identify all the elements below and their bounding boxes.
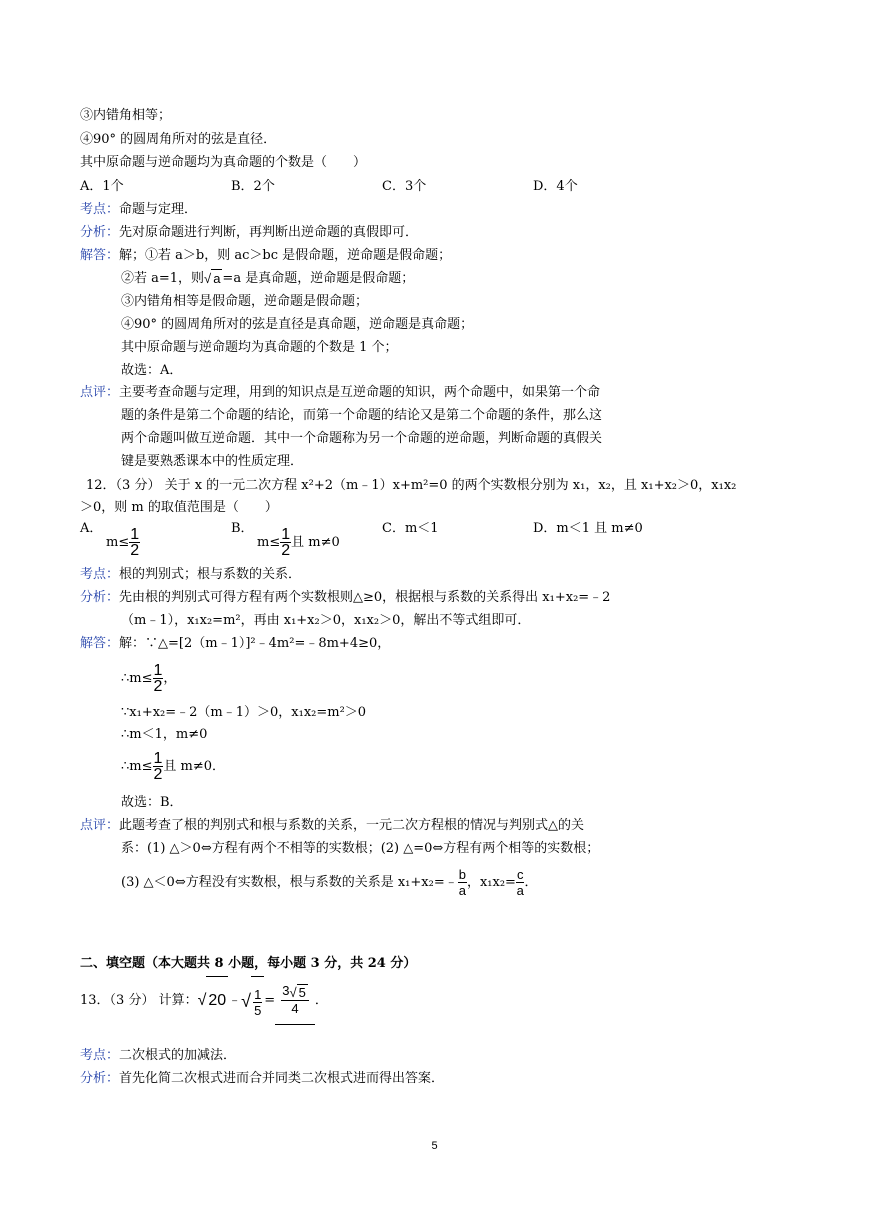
q11-option-d: D．4个 xyxy=(533,179,578,194)
jieda2-pre: ∴m≤ xyxy=(121,671,153,686)
dianping-label: 点评： xyxy=(80,818,120,833)
q12-jieda-5 xyxy=(121,746,225,788)
frac-num: 1 xyxy=(153,662,163,679)
opt-b-pre: m≤ xyxy=(257,535,281,550)
frac-den: 4 xyxy=(291,1000,299,1016)
q12-fenxi-2: （m﹣1），x₁x₂=m²，再由 x₁+x₂＞0，x₁x₂＞0，解出不等式组即可． xyxy=(121,613,531,628)
frac-den: 2 xyxy=(281,542,291,559)
dianping-label: 点评： xyxy=(80,385,120,400)
frac-den: a xyxy=(516,883,524,898)
q13-equals: = xyxy=(264,993,276,1008)
q12-jieda-2 xyxy=(121,658,176,700)
q13-answer-blank xyxy=(275,976,315,1025)
frac-num: 1 xyxy=(281,526,291,543)
q11-jieda-2 xyxy=(121,269,414,288)
page-number: 5 xyxy=(431,1140,438,1152)
kaodian-label: 考点： xyxy=(80,1048,120,1063)
fenxi-label: 分析： xyxy=(80,590,120,605)
q11-jieda-1 xyxy=(80,247,451,265)
jieda2-post: ， xyxy=(163,671,177,686)
jieda2-pre: ②若 a=1，则 xyxy=(121,271,205,286)
fraction-one-half xyxy=(280,527,291,558)
q12-option-d: D．m＜1 且 m≠0 xyxy=(533,521,643,536)
frac-num: 1 xyxy=(130,526,140,543)
sqrt-5: √ 5 xyxy=(289,984,306,1000)
q13-minus: ﹣ xyxy=(228,993,242,1008)
q11-jieda-3: ③内错角相等是假命题，逆命题是假命题； xyxy=(121,294,369,309)
q11-statement-3: ③内错角相等； xyxy=(80,108,172,123)
q12-option-b-letter: B． xyxy=(231,521,254,536)
frac-den: 5 xyxy=(254,1002,262,1018)
fraction-one-half xyxy=(129,527,140,558)
q12-kaodian xyxy=(80,566,301,584)
fenxi-label: 分析： xyxy=(80,225,120,240)
frac-den: 2 xyxy=(153,766,163,783)
sqrt-20: √ 20 xyxy=(198,976,229,1025)
frac-num: 1 xyxy=(254,986,262,1002)
fraction-b-over-a xyxy=(458,867,467,898)
q11-dianping-2: 题的条件是第二个命题的结论，而第一个命题的结论又是第二个命题的条件，那么这 xyxy=(121,408,603,423)
dianping3-pre: (3) △＜0⇔方程没有实数根，根与系数的关系是 x₁+x₂=﹣ xyxy=(121,875,458,890)
q11-dianping-4: 键是要熟悉课本中的性质定理． xyxy=(121,454,304,469)
dianping1-text: 此题考查了根的判别式和根与系数的关系，一元二次方程根的情况与判别式△的关 xyxy=(119,818,585,833)
sqrt-one-fifth: √ $\frac{1}{5}$ xyxy=(241,976,264,1025)
fenxi-text: 先对原命题进行判断，再判断出逆命题的真假即可． xyxy=(119,225,419,240)
q11-dianping-3: 两个命题叫做互逆命题．其中一个命题称为另一个命题的逆命题，判断命题的真假关 xyxy=(121,431,603,446)
q12-dianping-3 xyxy=(121,862,537,904)
sqrt-a: √ a xyxy=(204,271,221,286)
q12-jieda-4: ∴m＜1，m≠0 xyxy=(121,727,208,742)
q13-stem xyxy=(80,976,328,1025)
fraction-one-fifth xyxy=(253,987,262,1018)
q12-option-a xyxy=(106,522,140,564)
frac-den: 2 xyxy=(153,678,163,695)
jieda5-pre: ∴m≤ xyxy=(121,759,153,774)
frac-num: c xyxy=(516,867,524,882)
jieda-label: 解答： xyxy=(80,636,120,651)
frac-num xyxy=(281,983,309,1001)
q11-fenxi xyxy=(80,224,418,242)
jieda-label: 解答： xyxy=(80,248,120,263)
dianping1-text: 主要考查命题与定理，用到的知识点是互逆命题的知识，两个命题中，如果第一个命 xyxy=(119,385,601,400)
q11-option-a: A．1个 xyxy=(80,179,124,194)
sqrt-20-radicand: 20 xyxy=(206,976,228,1025)
q11-statement-4: ④90° 的圆周角所对的弦是直径． xyxy=(80,132,277,147)
dianping3-mid: ，x₁x₂= xyxy=(466,875,516,890)
section-heading: 二、填空题（本大题共 8 小题，每小题 3 分，共 24 分） xyxy=(80,956,417,971)
q12-option-c: C．m＜1 xyxy=(382,521,439,536)
q12-jieda-1 xyxy=(80,635,390,653)
q11-jieda-6: 故选：A． xyxy=(121,363,183,378)
fraction-answer xyxy=(281,983,309,1016)
sqrt-radicand xyxy=(251,976,264,1025)
q11-kaodian xyxy=(80,201,197,219)
fenxi1-text: 先由根的判别式可得方程有两个实数根则△≥0，根据根与系数的关系得出 x₁+x₂=﹣2 xyxy=(119,590,611,605)
q12-option-a-letter: A． xyxy=(80,521,103,536)
fraction-one-half xyxy=(153,751,164,782)
dianping3-post: ． xyxy=(524,875,538,890)
frac-den: a xyxy=(458,883,466,898)
answer-coef: 3 xyxy=(282,983,290,999)
q11-option-b: B．2个 xyxy=(231,179,275,194)
q12-jieda-3: ∵x₁+x₂=﹣2（m﹣1）＞0，x₁x₂=m²＞0 xyxy=(121,705,367,720)
q11-question: 其中原命题与逆命题均为真命题的个数是（ ） xyxy=(80,155,367,170)
sqrt-5-radicand: 5 xyxy=(298,984,306,1000)
q12-dianping-2: 系：(1) △＞0⇔方程有两个不相等的实数根；(2) △=0⇔方程有两个相等的实数根； xyxy=(121,841,600,856)
q13-fenxi xyxy=(80,1070,444,1088)
q12-fenxi-1 xyxy=(80,589,610,607)
kaodian-text: 二次根式的加减法． xyxy=(119,1048,237,1063)
frac-num: b xyxy=(458,867,466,882)
kaodian-label: 考点： xyxy=(80,202,120,217)
jieda1-text: 解：∵△=[2（m﹣1）]²﹣4m²=﹣8m+4≥0， xyxy=(119,636,391,651)
kaodian-text: 根的判别式；根与系数的关系． xyxy=(119,567,302,582)
q11-dianping-1 xyxy=(80,384,600,402)
fenxi-text: 首先化简二次根式进而合并同类二次根式进而得出答案． xyxy=(119,1071,445,1086)
q12-dianping-1 xyxy=(80,817,584,835)
jieda2-post: =a 是真命题，逆命题是假命题； xyxy=(222,271,415,286)
frac-den: 2 xyxy=(130,542,140,559)
q13-stem-pre: 13．（3 分） 计算： xyxy=(80,993,198,1008)
fenxi-label: 分析： xyxy=(80,1071,120,1086)
q11-jieda-5: 其中原命题与逆命题均为真命题的个数是 1 个； xyxy=(121,340,398,355)
q11-option-c: C．3个 xyxy=(382,179,427,194)
q12-stem-2: ＞0，则 m 的取值范围是（ ） xyxy=(80,500,278,515)
opt-a-pre: m≤ xyxy=(106,535,130,550)
q13-end: ． xyxy=(314,993,328,1008)
fraction-one-half xyxy=(153,663,164,694)
jieda5-post: 且 m≠0． xyxy=(163,759,226,774)
q13-kaodian xyxy=(80,1047,236,1065)
kaodian-text: 命题与定理． xyxy=(119,202,198,217)
q12-stem-1: 12．（3 分） 关于 x 的一元二次方程 x²+2（m﹣1）x+m²=0 的两个实数根分别为 x₁，x₂，且 x₁+x₂＞0，x₁x₂ xyxy=(86,478,737,493)
q12-option-b xyxy=(257,522,340,564)
sqrt-a-radicand: a xyxy=(213,271,221,286)
frac-num: 1 xyxy=(153,750,163,767)
q12-jieda-6: 故选：B． xyxy=(121,795,183,810)
kaodian-label: 考点： xyxy=(80,567,120,582)
q11-jieda-4: ④90° 的圆周角所对的弦是直径是真命题，逆命题是真命题； xyxy=(121,317,474,332)
jieda-text: 解；①若 a＞b，则 ac＞bc 是假命题，逆命题是假命题； xyxy=(119,248,452,263)
opt-b-post: 且 m≠0 xyxy=(291,535,340,550)
